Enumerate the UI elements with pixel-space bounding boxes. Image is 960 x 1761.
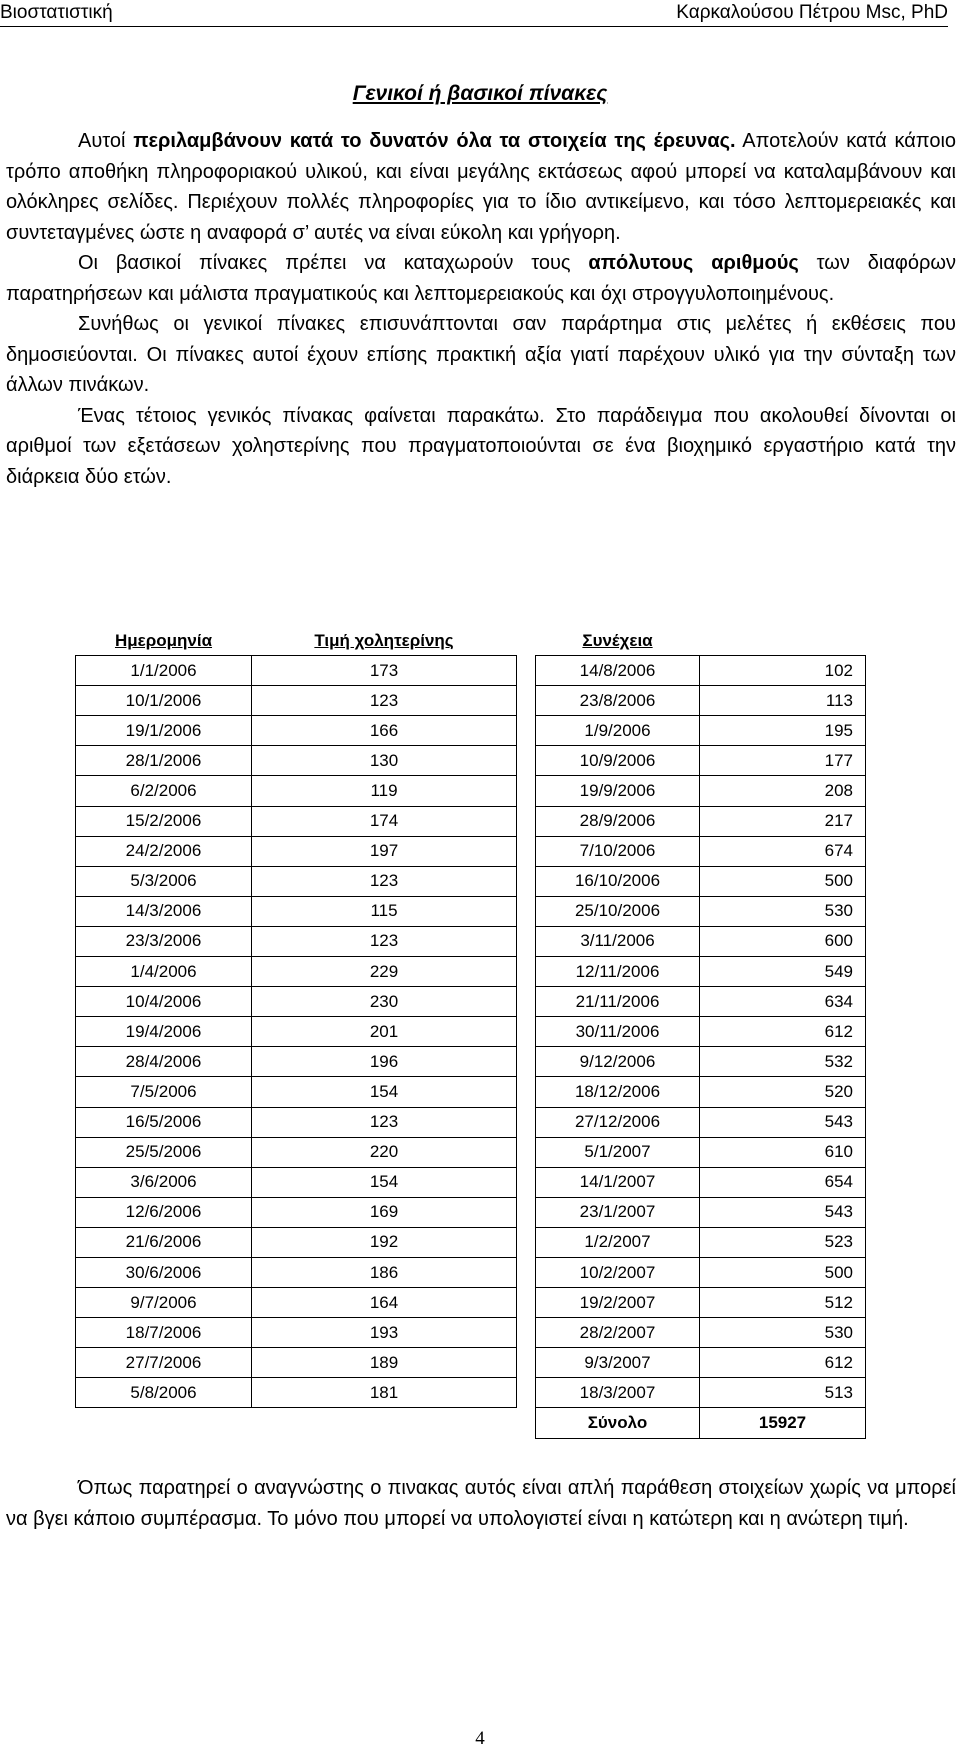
cell-value-cont: 512 (700, 1288, 866, 1318)
table-row (76, 656, 866, 686)
cell-value-cont: 674 (700, 836, 866, 866)
cell-date: 28/4/2006 (76, 1047, 252, 1077)
cell-date: 19/1/2006 (76, 716, 252, 746)
cell-value: 164 (252, 1288, 517, 1318)
cell-value-cont: 612 (700, 1348, 866, 1378)
cell-date-cont: 28/2/2007 (536, 1318, 700, 1348)
table-row (76, 1017, 866, 1047)
table-row (76, 926, 866, 956)
cell-value: 123 (252, 686, 517, 716)
cell-date: 16/5/2006 (76, 1107, 252, 1137)
table-row (76, 746, 866, 776)
header-rule (0, 26, 948, 27)
cell-value-cont: 102 (700, 656, 866, 686)
cell-value-cont: 208 (700, 776, 866, 806)
table-row (76, 957, 866, 987)
table-row (76, 716, 866, 746)
cell-date: 27/7/2006 (76, 1348, 252, 1378)
paragraph-1-text-c: Αποτελούν κατά κάποιο τρόπο αποθήκη πληροφοριακού υλικού, και είναι μεγάλης εκτάσεως αφού μπορεί να καταλαμβάνουν και ολόκληρες σελίδες. Περιέχουν πολλές πληροφορίες για το ίδιο αντικείμενο, και τόσο λεπτομερειακές και συντεταγμένες ώστε η αναφορά σ’ αυτές να είναι εύκολη και γρήγορη. (6, 130, 957, 244)
cell-date-cont: 12/11/2006 (536, 957, 700, 987)
cell-value: 130 (252, 746, 517, 776)
paragraph-2-bold: απόλυτους αριθμούς (588, 252, 799, 274)
cell-value-cont: 530 (700, 1318, 866, 1348)
cell-date-cont: 7/10/2006 (536, 836, 700, 866)
header-date: Ημερομηνία (114, 630, 213, 650)
cell-date: 15/2/2006 (76, 806, 252, 836)
cell-value-cont: 600 (700, 926, 866, 956)
cell-date: 1/1/2006 (76, 656, 252, 686)
cell-date-cont: 9/3/2007 (536, 1348, 700, 1378)
table-row (76, 1077, 866, 1107)
cell-date: 5/8/2006 (76, 1378, 252, 1408)
cell-date: 3/6/2006 (76, 1167, 252, 1197)
page-header (0, 0, 960, 26)
cell-value-cont: 177 (700, 746, 866, 776)
cell-value-cont: 195 (700, 716, 866, 746)
header-value: Τιμή χολητερίνης (314, 630, 454, 650)
cell-value-cont: 530 (700, 896, 866, 926)
cell-value: 154 (252, 1167, 517, 1197)
cell-value-cont: 500 (700, 1257, 866, 1287)
cell-value: 123 (252, 1107, 517, 1137)
cell-value: 123 (252, 866, 517, 896)
cell-date: 14/3/2006 (76, 896, 252, 926)
cell-date-cont: 16/10/2006 (536, 866, 700, 896)
cell-date-cont: 3/11/2006 (536, 926, 700, 956)
paragraph-1-text-a: Αυτοί (78, 130, 134, 152)
table-row (76, 1047, 866, 1077)
cell-date: 10/1/2006 (76, 686, 252, 716)
cell-date-cont: 19/2/2007 (536, 1288, 700, 1318)
cell-value: 181 (252, 1378, 517, 1408)
cell-date-cont: 19/9/2006 (536, 776, 700, 806)
paragraph-4: Ένας τέτοιος γενικός πίνακας φαίνεται παρακάτω. Στο παράδειγμα που ακολουθεί δίνονται οι αριθμοί των εξετάσεων χοληστερίνης που πραγματοποιούνται σε ένα βιοχημικό εργαστήριο κατά την διάρκεια δύο ετών. (6, 404, 956, 488)
cell-value: 174 (252, 806, 517, 836)
closing-paragraph: Όπως παρατηρεί ο αναγνώστης ο πινακας αυτός είναι απλή παράθεση στοιχείων χωρίς να μπορεί να βγει κάποιο συμπέρασμα. Το μόνο που μπορεί να υπολογιστεί είναι η κατώτερη και η ανώτερη τιμή. (6, 1477, 956, 1530)
cell-date-cont: 23/1/2007 (536, 1197, 700, 1227)
cell-value: 186 (252, 1257, 517, 1287)
cell-date: 1/4/2006 (76, 957, 252, 987)
table-row (76, 1137, 866, 1167)
table-row (76, 1227, 866, 1257)
cell-date: 19/4/2006 (76, 1017, 252, 1047)
cell-value-cont: 543 (700, 1107, 866, 1137)
cell-date: 5/3/2006 (76, 866, 252, 896)
table-row (76, 1197, 866, 1227)
paragraph-2-text-a: Οι βασικοί πίνακες πρέπει να καταχωρούν τους (78, 252, 589, 274)
cell-date-cont: 18/3/2007 (536, 1378, 700, 1408)
paragraph-2 (6, 248, 956, 309)
header-continuation: Συνέχεια (582, 630, 653, 650)
cell-date-cont: 21/11/2006 (536, 987, 700, 1017)
cell-value: 115 (252, 896, 517, 926)
cell-date-cont: 18/12/2006 (536, 1077, 700, 1107)
total-value: 15927 (700, 1408, 866, 1438)
cholesterol-table (75, 626, 866, 1439)
table-row (76, 1318, 866, 1348)
header-subject: Βιοστατιστική (0, 2, 113, 23)
cell-value-cont: 217 (700, 806, 866, 836)
cell-value: 201 (252, 1017, 517, 1047)
cell-value-cont: 634 (700, 987, 866, 1017)
table-row (76, 686, 866, 716)
paragraph-2-text-c: των διαφόρων παρατηρήσεων και μάλιστα πραγματικούς και λεπτομερειακούς και όχι στρογγυλοποιημένους. (6, 252, 957, 305)
cell-value: 169 (252, 1197, 517, 1227)
cell-date: 18/7/2006 (76, 1318, 252, 1348)
cell-value: 173 (252, 656, 517, 686)
table-row (76, 987, 866, 1017)
table-row (76, 806, 866, 836)
cell-value: 220 (252, 1137, 517, 1167)
table-row (76, 1288, 866, 1318)
cell-date: 21/6/2006 (76, 1227, 252, 1257)
cell-value: 123 (252, 926, 517, 956)
cell-value: 230 (252, 987, 517, 1017)
paragraph-1-bold: περιλαμβάνουν κατά το δυνατόν όλα τα στοιχεία της έρευνας. (133, 130, 736, 152)
cell-date-cont: 14/1/2007 (536, 1167, 700, 1197)
cell-value-cont: 610 (700, 1137, 866, 1167)
cell-value-cont: 654 (700, 1167, 866, 1197)
cell-date: 24/2/2006 (76, 836, 252, 866)
cell-value-cont: 520 (700, 1077, 866, 1107)
table-row (76, 1378, 866, 1408)
page-number: 4 (475, 1728, 485, 1749)
cell-value-cont: 549 (700, 957, 866, 987)
cell-date-cont: 23/8/2006 (536, 686, 700, 716)
cell-date-cont: 30/11/2006 (536, 1017, 700, 1047)
cell-date: 10/4/2006 (76, 987, 252, 1017)
cell-value-cont: 612 (700, 1017, 866, 1047)
cell-date-cont: 1/2/2007 (536, 1227, 700, 1257)
table-row (76, 866, 866, 896)
cell-value-cont: 532 (700, 1047, 866, 1077)
cell-value: 192 (252, 1227, 517, 1257)
closing-text (6, 1473, 956, 1534)
cell-value: 193 (252, 1318, 517, 1348)
cell-date-cont: 9/12/2006 (536, 1047, 700, 1077)
table-row (76, 776, 866, 806)
cell-value-cont: 523 (700, 1227, 866, 1257)
cell-date: 9/7/2006 (76, 1288, 252, 1318)
table-row (76, 1348, 866, 1378)
cell-value: 229 (252, 957, 517, 987)
cell-date-cont: 25/10/2006 (536, 896, 700, 926)
cell-date: 30/6/2006 (76, 1257, 252, 1287)
cell-date-cont: 10/2/2007 (536, 1257, 700, 1287)
cell-date-cont: 28/9/2006 (536, 806, 700, 836)
paragraph-3: Συνήθως οι γενικοί πίνακες επισυνάπτονται σαν παράρτημα στις μελέτες ή εκθέσεις που δημοσιεύονται. Οι πίνακες αυτοί έχουν επίσης πρακτική αξία γιατί παρέχουν υλικό για την σύνταξη των άλλων πινάκων. (6, 313, 956, 396)
cell-value: 197 (252, 836, 517, 866)
body-text (6, 126, 956, 492)
cell-date-cont: 14/8/2006 (536, 656, 700, 686)
cell-value: 154 (252, 1077, 517, 1107)
table-row (76, 1167, 866, 1197)
section-title: Γενικοί ή βασικοί πίνακες (352, 82, 608, 105)
cell-date: 6/2/2006 (76, 776, 252, 806)
table-row (76, 896, 866, 926)
cell-date-cont: 10/9/2006 (536, 746, 700, 776)
table-row (76, 1257, 866, 1287)
cell-date-cont: 5/1/2007 (536, 1137, 700, 1167)
cell-value: 196 (252, 1047, 517, 1077)
header-author: Καρκαλούσου Πέτρου Msc, PhD (676, 2, 948, 23)
cell-value-cont: 500 (700, 866, 866, 896)
cell-value-cont: 543 (700, 1197, 866, 1227)
table-total-row (76, 1408, 866, 1438)
cell-date-cont: 1/9/2006 (536, 716, 700, 746)
paragraph-1 (6, 126, 956, 248)
cell-value-cont: 513 (700, 1378, 866, 1408)
table-body (76, 626, 866, 1438)
cell-value: 166 (252, 716, 517, 746)
cell-date-cont: 27/12/2006 (536, 1107, 700, 1137)
cell-date: 25/5/2006 (76, 1137, 252, 1167)
table-row (76, 836, 866, 866)
cell-value: 119 (252, 776, 517, 806)
cell-date: 12/6/2006 (76, 1197, 252, 1227)
cell-value-cont: 113 (700, 686, 866, 716)
cell-date: 7/5/2006 (76, 1077, 252, 1107)
cell-date: 28/1/2006 (76, 746, 252, 776)
table-row (76, 1107, 866, 1137)
table-header-row (76, 626, 866, 656)
cell-value: 189 (252, 1348, 517, 1378)
cell-date: 23/3/2006 (76, 926, 252, 956)
total-label: Σύνολο (536, 1408, 700, 1438)
